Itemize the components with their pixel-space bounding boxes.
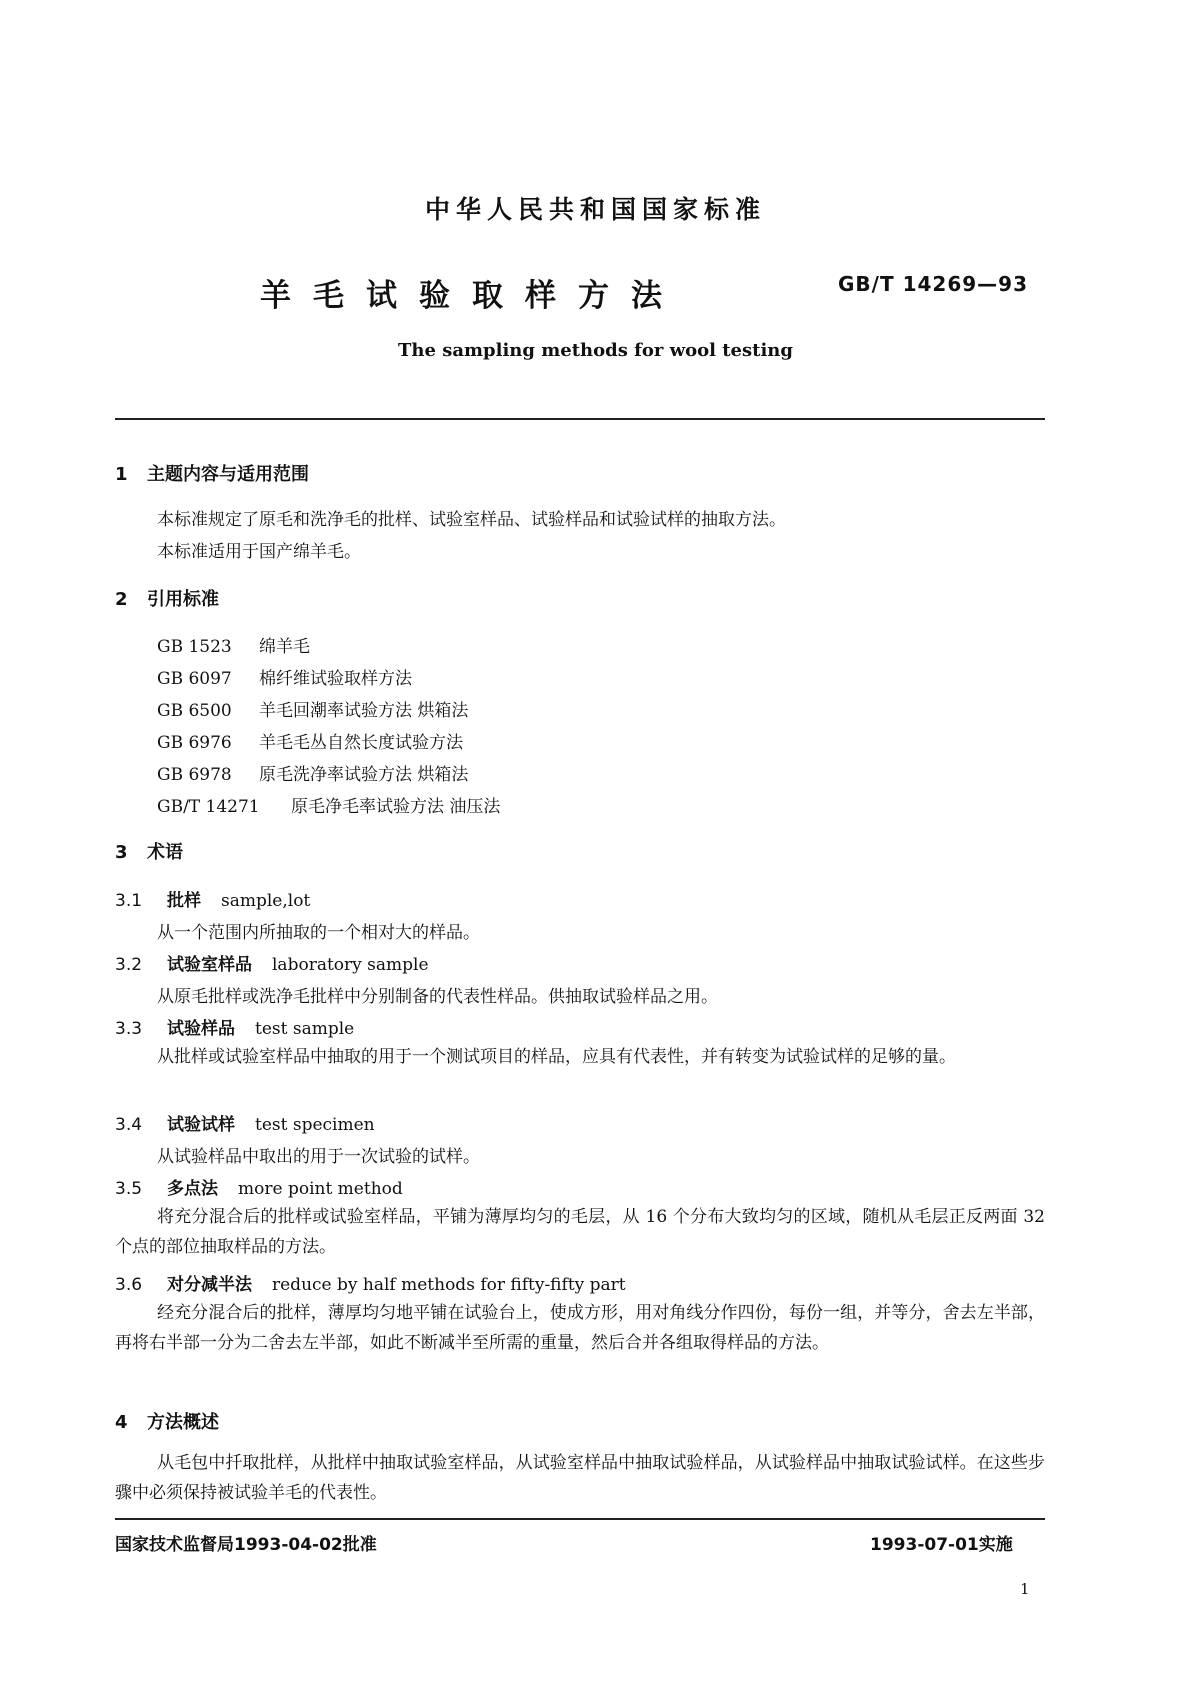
term-row bbox=[115, 886, 310, 911]
term-definition: 经充分混合后的批样，薄厚均匀地平铺在试验台上，使成方形，用对角线分作四份，每份一组，并等分，舍去左半部，再将右半部一分为二舍去左半部，如此不断减半至所需的重量，然后合并各组取得样品的方法。 bbox=[115, 1303, 1045, 1353]
reference-code: GB 6500 bbox=[157, 701, 232, 721]
reference-row bbox=[157, 632, 310, 657]
section-number: 3 bbox=[115, 842, 128, 863]
document-title: 羊毛试验取样方法 bbox=[260, 278, 684, 314]
term-english: sample,lot bbox=[221, 891, 311, 911]
term-chinese: 多点法 bbox=[167, 1179, 218, 1199]
term-number: 3.2 bbox=[115, 955, 143, 975]
header-divider bbox=[115, 418, 1045, 420]
reference-name: 棉纤维试验取样方法 bbox=[259, 669, 412, 689]
section-title: 术语 bbox=[147, 842, 183, 863]
reference-code: GB 6097 bbox=[157, 669, 232, 689]
term-row bbox=[115, 1110, 375, 1135]
english-title: The sampling methods for wool testing bbox=[398, 340, 793, 361]
section-4-heading bbox=[115, 1408, 219, 1434]
term-row bbox=[115, 1014, 354, 1039]
reference-row bbox=[157, 664, 412, 689]
reference-row bbox=[157, 728, 463, 753]
term-number: 3.3 bbox=[115, 1019, 143, 1039]
reference-name: 原毛净毛率试验方法 油压法 bbox=[291, 797, 501, 817]
national-standard-heading: 中华人民共和国国家标准 bbox=[424, 195, 766, 224]
term-chinese: 试验样品 bbox=[167, 1019, 235, 1039]
reference-row bbox=[157, 696, 468, 721]
effective-date: 1993-07-01实施 bbox=[870, 1535, 1013, 1555]
reference-code: GB/T 14271 bbox=[157, 797, 260, 817]
issue-date: 国家技术监督局1993-04-02批准 bbox=[115, 1535, 377, 1555]
standard-code: GB/T 14269—93 bbox=[838, 272, 1028, 296]
term-row bbox=[115, 1270, 626, 1295]
page-number: 1 bbox=[1020, 1580, 1030, 1598]
reference-row bbox=[157, 760, 468, 785]
term-number: 3.5 bbox=[115, 1179, 143, 1199]
term-chinese: 试验试样 bbox=[167, 1115, 235, 1135]
section-1-paragraph: 本标准规定了原毛和洗净毛的批样、试验室样品、试验样品和试验试样的抽取方法。 bbox=[157, 510, 786, 530]
section-4-paragraph: 从毛包中扦取批样，从批样中抽取试验室样品，从试验室样品中抽取试验样品，从试验样品中抽取试验试样。在这些步骤中必须保持被试验羊毛的代表性。 bbox=[115, 1453, 1045, 1503]
reference-row bbox=[157, 792, 500, 817]
reference-code: GB 6978 bbox=[157, 765, 232, 785]
section-1-paragraph: 本标准适用于国产绵羊毛。 bbox=[157, 542, 361, 562]
reference-code: GB 1523 bbox=[157, 637, 232, 657]
reference-name: 羊毛毛丛自然长度试验方法 bbox=[259, 733, 463, 753]
term-chinese: 试验室样品 bbox=[167, 955, 252, 975]
term-english: test sample bbox=[255, 1019, 355, 1039]
term-english: more point method bbox=[238, 1179, 403, 1199]
term-english: reduce by half methods for fifty-fifty part bbox=[272, 1275, 626, 1295]
section-number: 2 bbox=[115, 589, 128, 610]
reference-code: GB 6976 bbox=[157, 733, 232, 753]
term-number: 3.6 bbox=[115, 1275, 143, 1295]
section-title: 主题内容与适用范围 bbox=[147, 464, 309, 485]
term-definition: 从试验样品中取出的用于一次试验的试样。 bbox=[157, 1147, 480, 1167]
term-definition: 将充分混合后的批样或试验室样品，平铺为薄厚均匀的毛层，从 16 个分布大致均匀的区域，随机从毛层正反两面 32 个点的部位抽取样品的方法。 bbox=[115, 1207, 1045, 1257]
term-english: test specimen bbox=[255, 1115, 375, 1135]
section-title: 引用标准 bbox=[147, 589, 219, 610]
section-number: 4 bbox=[115, 1412, 128, 1433]
term-row bbox=[115, 950, 429, 975]
reference-name: 绵羊毛 bbox=[259, 637, 310, 657]
term-number: 3.4 bbox=[115, 1115, 143, 1135]
reference-name: 羊毛回潮率试验方法 烘箱法 bbox=[259, 701, 469, 721]
reference-name: 原毛洗净率试验方法 烘箱法 bbox=[259, 765, 469, 785]
section-3-heading bbox=[115, 838, 183, 864]
term-chinese: 批样 bbox=[167, 891, 201, 911]
section-number: 1 bbox=[115, 464, 128, 485]
term-row bbox=[115, 1174, 403, 1199]
section-title: 方法概述 bbox=[147, 1412, 219, 1433]
section-2-heading bbox=[115, 585, 219, 611]
term-number: 3.1 bbox=[115, 891, 143, 911]
term-english: laboratory sample bbox=[272, 955, 429, 975]
term-definition: 从一个范围内所抽取的一个相对大的样品。 bbox=[157, 923, 480, 943]
term-definition: 从原毛批样或洗净毛批样中分别制备的代表性样品。供抽取试验样品之用。 bbox=[157, 987, 718, 1007]
section-1-heading bbox=[115, 460, 309, 486]
footer-divider bbox=[115, 1518, 1045, 1520]
term-chinese: 对分减半法 bbox=[167, 1275, 252, 1295]
term-definition: 从批样或试验室样品中抽取的用于一个测试项目的样品，应具有代表性，并有转变为试验试样的足够的量。 bbox=[157, 1047, 956, 1067]
